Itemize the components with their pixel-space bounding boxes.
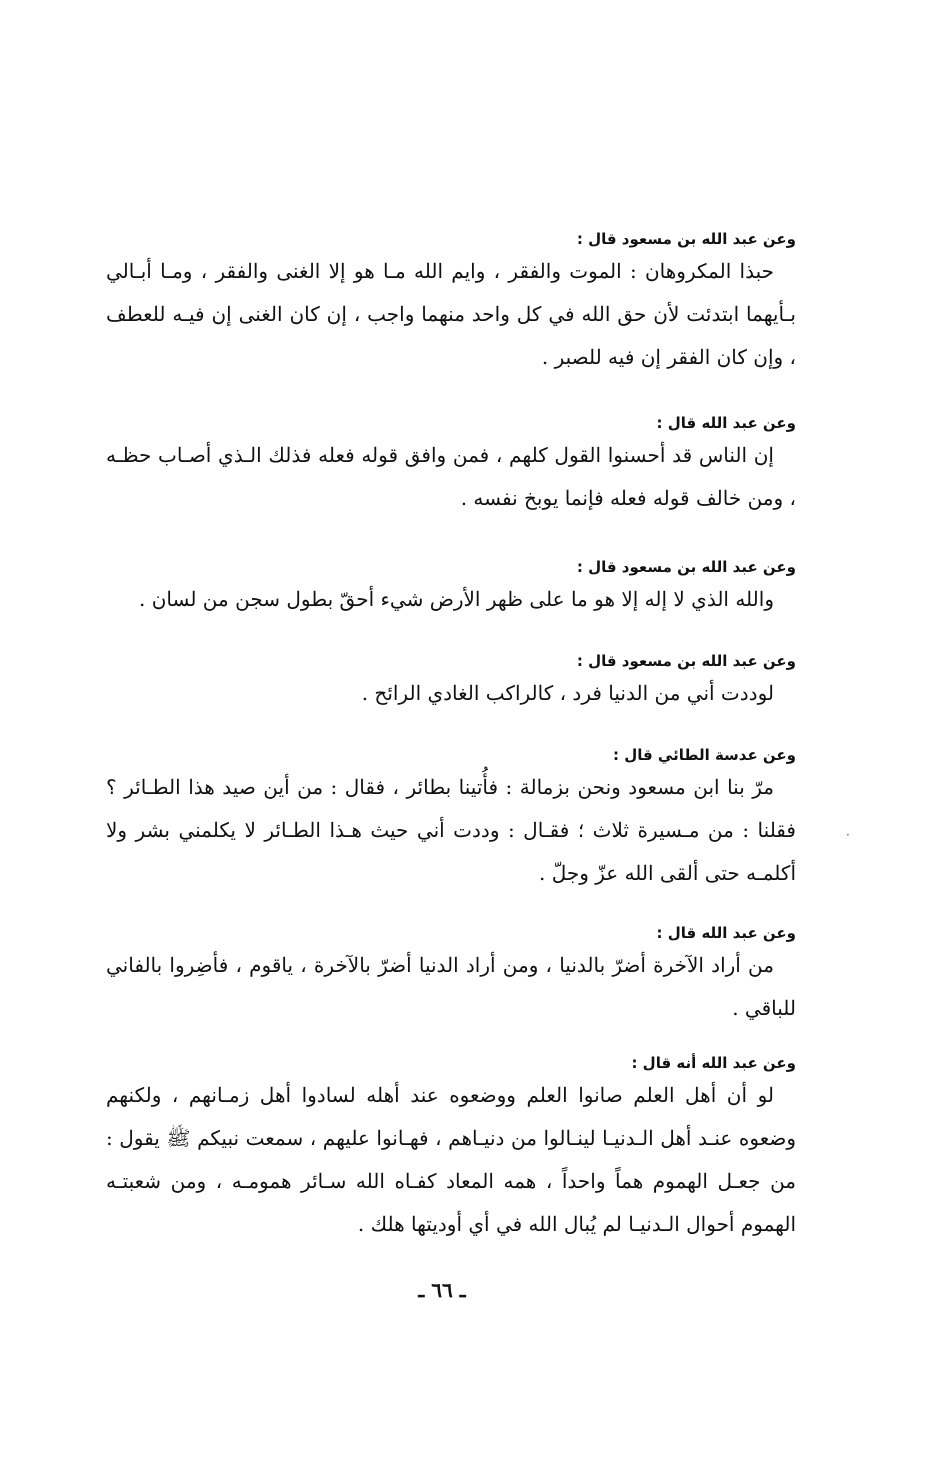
narration-header: وعن عبد الله بن مسعود قال : (576, 558, 796, 576)
margin-mark: · (846, 828, 850, 842)
page-number: ـ ٦٦ ـ (418, 1278, 466, 1302)
narration-header: وعن عبد الله أنه قال : (631, 1054, 796, 1072)
narration-section (106, 1052, 796, 1246)
narration-header: وعن عبد الله بن مسعود قال : (576, 230, 796, 248)
narration-section (106, 744, 796, 895)
narration-section (106, 412, 796, 520)
narration-text: لو أن أهل العلم صانوا العلم ووضعوه عند أهله لسادوا أهل زمـانهم ، ولكنهم وضعوه عنـد أهل الـدنيـا لينـالوا من دنيـاهم ، فهـانوا عليهم ، سمعت نبيكم ﷺ يقول : من جعـل الهموم هماً واحداً ، همه المعاد كفـاه الله سـائر همومـه ، ومن شعبتـه الهموم أحوال الـدنيـا لم يُبال الله في أي أوديتها هلك . (106, 1083, 796, 1236)
narration-section (106, 228, 796, 379)
narration-header: وعن عبد الله قال : (656, 414, 796, 432)
narration-header: وعن عبد الله بن مسعود قال : (576, 652, 796, 670)
narration-text: حبذا المكروهان : الموت والفقر ، وايم الله مـا هو إلا الغنى والفقر ، ومـا أبـالي بـأيهما ابتدئت لأن حق الله في كل واحد منهما واجب ، إن كان الغنى إن فيـه للعطف ، وإن كان الفقر إن فيه للصبر . (106, 259, 796, 369)
narration-text: من أراد الآخرة أضرّ بالدنيا ، ومن أراد الدنيا أضرّ بالآخرة ، ياقوم ، فأضِروا بالفاني للباقي . (106, 953, 796, 1020)
narration-header: وعن عدسة الطائي قال : (612, 746, 796, 764)
narration-text: إن الناس قد أحسنوا القول كلهم ، فمن وافق قوله فعله فذلك الـذي أصـاب حظـه ، ومن خالف قوله فعله فإنما يوبخ نفسه . (106, 443, 796, 510)
narration-section (106, 650, 796, 715)
narration-section (106, 556, 796, 621)
narration-header: وعن عبد الله قال : (656, 924, 796, 942)
narration-text: مرّ بنا ابن مسعود ونحن بزمالة : فأُتينا بطائر ، فقال : من أين صيد هذا الطـائر ؟ فقلنا : من مـسيرة ثلاث ؛ فقـال : وددت أني حيث هـذا الطـائر لا يكلمني بشر ولا أكلمـه حتى ألقى الله عزّ وجلّ . (106, 775, 796, 885)
narration-section (106, 922, 796, 1030)
narration-text: والله الذي لا إله إلا هو ما على ظهر الأرض شيء أحقّ بطول سجن من لسان . (139, 587, 774, 611)
narration-text: لوددت أني من الدنيا فرد ، كالراكب الغادي الرائح . (361, 681, 774, 705)
